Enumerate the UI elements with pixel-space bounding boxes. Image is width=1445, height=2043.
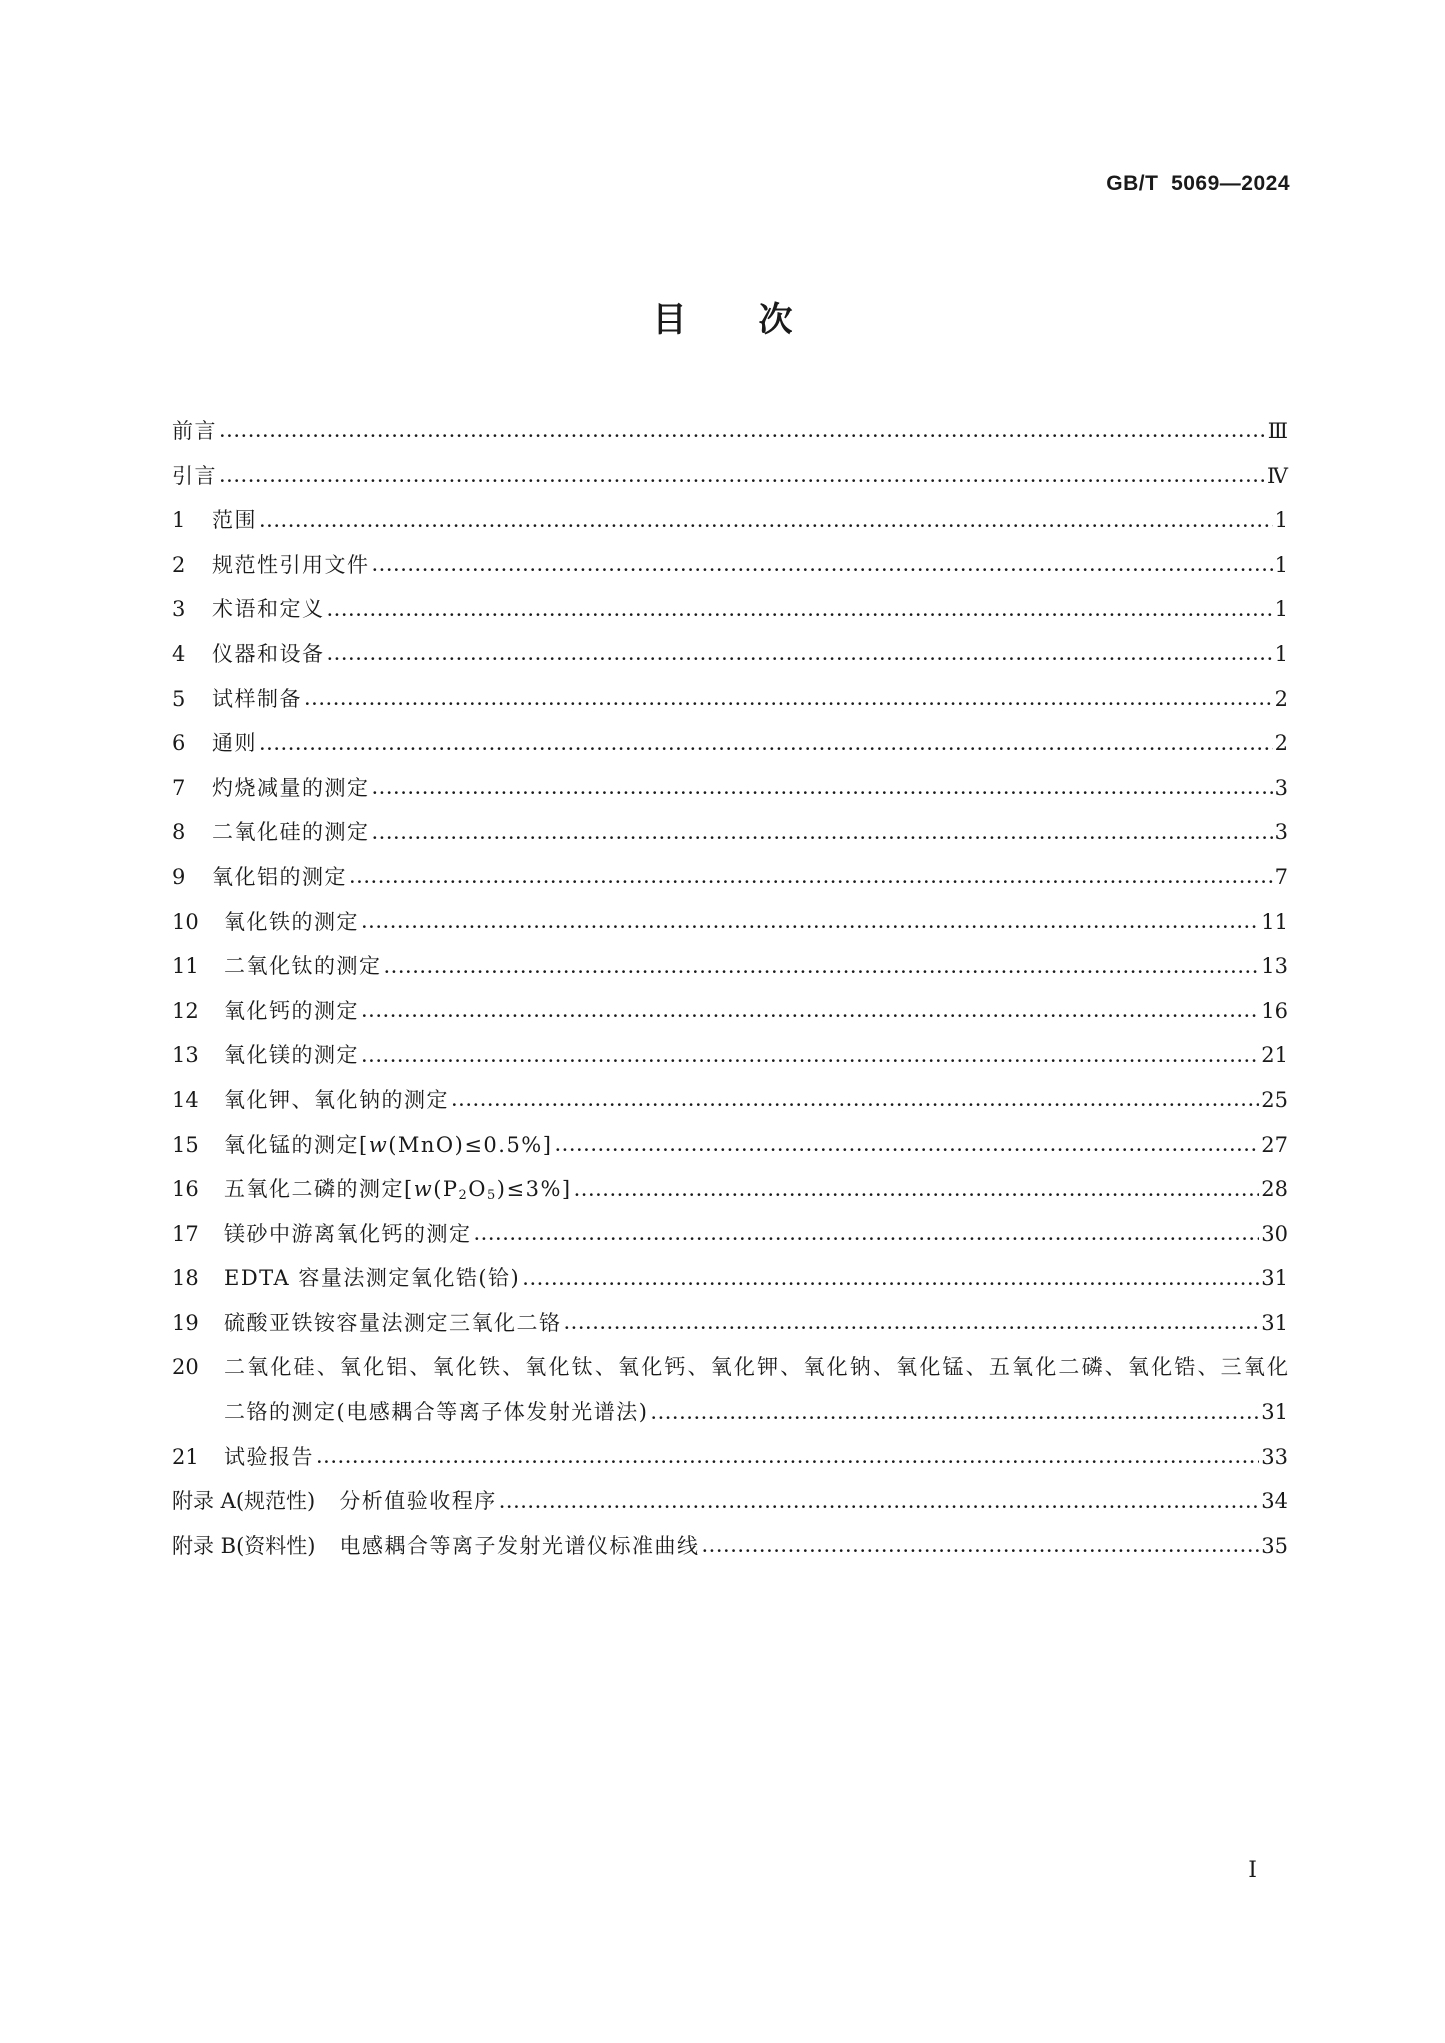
- toc-entry-13[interactable]: [172, 1033, 1288, 1078]
- toc-entry-page: 27: [1261, 1132, 1288, 1157]
- dot-leader: [316, 1443, 1259, 1464]
- toc-entry-6[interactable]: [172, 721, 1288, 766]
- toc-entry-label: 术语和定义: [212, 597, 325, 622]
- toc-entry-11[interactable]: [172, 944, 1288, 989]
- dot-leader: [349, 863, 1273, 884]
- page-number: I: [1248, 1858, 1257, 1883]
- toc-entry-label: 规范性引用文件: [212, 552, 370, 577]
- toc-entry-page: 1: [1274, 641, 1288, 666]
- toc-entry-3[interactable]: [172, 587, 1288, 632]
- dot-leader: [259, 506, 1273, 527]
- toc-entry-number: 16: [172, 1177, 199, 1202]
- toc-entry-number: 11: [172, 954, 199, 979]
- toc-entry-page: 16: [1261, 998, 1288, 1023]
- toc-entry-page: 1: [1274, 508, 1288, 533]
- toc-entry-16[interactable]: [172, 1167, 1288, 1212]
- toc-entry-label: 氧化铝的测定: [212, 864, 347, 889]
- toc-entry-number: 18: [172, 1266, 199, 1291]
- toc-entry-number: 4: [172, 641, 186, 666]
- dot-leader: [219, 462, 1265, 483]
- toc-entry-1[interactable]: [172, 498, 1288, 543]
- toc-entry-8[interactable]: [172, 810, 1288, 855]
- dot-leader: [361, 908, 1259, 929]
- dot-leader: [564, 1309, 1260, 1330]
- dot-leader: [372, 551, 1273, 572]
- toc-entry-number: 3: [172, 597, 186, 622]
- toc-entry-label: 二氧化硅的测定: [212, 820, 370, 845]
- toc-entry-page: 1: [1274, 597, 1288, 622]
- toc-entry-9[interactable]: [172, 855, 1288, 900]
- toc-entry-label: EDTA 容量法测定氧化锆(铪): [224, 1266, 521, 1291]
- toc-entry-page: 28: [1261, 1177, 1288, 1202]
- dot-leader: [554, 1131, 1259, 1152]
- toc-entry-label: 引言: [172, 463, 217, 488]
- toc-entry-page: 31: [1261, 1400, 1288, 1425]
- dot-leader: [372, 818, 1273, 839]
- toc-entry-5[interactable]: [172, 677, 1288, 722]
- toc-entry-page: 31: [1261, 1310, 1288, 1335]
- toc-entry-label: 氧化钙的测定: [224, 998, 359, 1023]
- toc-entry-number: 12: [172, 998, 199, 1023]
- dot-leader: [451, 1086, 1259, 1107]
- dot-leader: [474, 1220, 1260, 1241]
- toc-entry-page: 3: [1274, 775, 1288, 800]
- dot-leader: [372, 774, 1273, 795]
- toc-entry-number: 21: [172, 1444, 199, 1469]
- toc-entry-page: 25: [1261, 1087, 1288, 1112]
- dot-leader: [499, 1487, 1260, 1508]
- toc-entry-17[interactable]: [172, 1212, 1288, 1257]
- toc-entry-number: 7: [172, 775, 186, 800]
- toc-entry-4[interactable]: [172, 632, 1288, 677]
- toc-entry-annex-a[interactable]: [172, 1479, 1288, 1524]
- toc-entry-21[interactable]: [172, 1435, 1288, 1480]
- dot-leader: [259, 729, 1273, 750]
- toc-entry-number: 9: [172, 864, 186, 889]
- toc-entry-label: 氧化钾、氧化钠的测定: [224, 1087, 449, 1112]
- toc-entry-number: 20: [172, 1355, 199, 1380]
- toc-entry-page: 21: [1261, 1043, 1288, 1068]
- toc-entry-page: 2: [1274, 731, 1288, 756]
- toc-entry-number: 14: [172, 1087, 199, 1112]
- toc-entry-page: 2: [1274, 686, 1288, 711]
- toc-entry-label: 氧化镁的测定: [224, 1043, 359, 1068]
- dot-leader: [219, 417, 1266, 438]
- dot-leader: [384, 952, 1260, 973]
- toc-title: 目次: [652, 300, 865, 340]
- dot-leader: [361, 1041, 1259, 1062]
- toc-entry-19[interactable]: [172, 1301, 1288, 1346]
- toc-entry-label: 硫酸亚铁铵容量法测定三氧化二铬: [224, 1310, 562, 1335]
- toc-entry-number: 1: [172, 508, 186, 533]
- toc-entry-label: 前言: [172, 419, 217, 443]
- toc-entry-7[interactable]: [172, 766, 1288, 811]
- toc-entry-annex-b[interactable]: [172, 1524, 1288, 1569]
- toc-entry-label: 五氧化二磷的测定$[w(P_2O_5)\le 3\%]$: [224, 1177, 572, 1204]
- toc-entry-10[interactable]: [172, 900, 1288, 945]
- toc-entry-number: 附录 A(规范性): [172, 1489, 316, 1514]
- toc-entry-label: 试样制备: [212, 686, 302, 711]
- dot-leader: [522, 1264, 1259, 1285]
- toc-entry-page: Ⅳ: [1267, 463, 1288, 488]
- toc-entry-number: 2: [172, 552, 186, 577]
- toc-entry-18[interactable]: [172, 1256, 1288, 1301]
- toc-entry-page: 33: [1261, 1444, 1288, 1469]
- toc-entry-page: 3: [1274, 820, 1288, 845]
- toc-entry-number: 13: [172, 1043, 199, 1068]
- toc-entry-label: 氧化锰的测定[w(MnO)≤0.5%]: [224, 1132, 553, 1157]
- dot-leader: [361, 997, 1259, 1018]
- toc-entry-page: 11: [1261, 909, 1288, 934]
- toc-entry-introduction[interactable]: [172, 454, 1288, 499]
- toc-entry-number: 8: [172, 820, 186, 845]
- toc-entry-label: 灼烧减量的测定: [212, 775, 370, 800]
- toc-entry-number: 5: [172, 686, 186, 711]
- toc-entry-label: 分析值验收程序: [339, 1489, 497, 1514]
- toc-entry-page: 34: [1261, 1489, 1288, 1514]
- toc-entry-label: 二铬的测定(电感耦合等离子体发射光谱法): [224, 1400, 649, 1425]
- toc-entry-page: Ⅲ: [1267, 419, 1288, 443]
- toc-entry-foreword[interactable]: [172, 409, 1288, 454]
- dot-leader: [702, 1532, 1260, 1553]
- toc-entry-number: 17: [172, 1221, 199, 1246]
- toc-entry-label: 试验报告: [224, 1444, 314, 1469]
- toc-entry-14[interactable]: [172, 1078, 1288, 1123]
- toc-entry-label: 通则: [212, 731, 257, 756]
- toc-entry-page: 30: [1261, 1221, 1288, 1246]
- toc-entry-page: 31: [1261, 1266, 1288, 1291]
- toc-entry-number: 6: [172, 731, 186, 756]
- toc-entry-20-continued[interactable]: [172, 1390, 1288, 1435]
- toc-entry-page: 35: [1261, 1533, 1288, 1558]
- dot-leader: [304, 685, 1273, 706]
- toc-entry-number: 附录 B(资料性): [172, 1533, 316, 1558]
- toc-entry-15[interactable]: [172, 1123, 1288, 1168]
- toc-entry-page: 1: [1274, 552, 1288, 577]
- toc-entry-12[interactable]: [172, 989, 1288, 1034]
- toc-entry-page: 7: [1274, 864, 1288, 889]
- toc-entry-label: 仪器和设备: [212, 641, 325, 666]
- dot-leader: [574, 1175, 1260, 1196]
- toc-entry-label: 二氧化钛的测定: [224, 954, 382, 979]
- toc-entry-label: 电感耦合等离子发射光谱仪标准曲线: [339, 1533, 700, 1558]
- toc-entry-label: 氧化铁的测定: [224, 909, 359, 934]
- dot-leader: [650, 1398, 1259, 1419]
- toc-entry-20[interactable]: [172, 1345, 1288, 1390]
- toc-entry-label: 二氧化硅、氧化铝、氧化铁、氧化钛、氧化钙、氧化钾、氧化钠、氧化锰、五氧化二磷、氧化锆、三氧化: [224, 1355, 1288, 1380]
- dot-leader: [327, 640, 1273, 661]
- toc-entry-label: 镁砂中游离氧化钙的测定: [224, 1221, 472, 1246]
- toc-entry-number: 19: [172, 1310, 199, 1335]
- toc-entry-page: 13: [1261, 954, 1288, 979]
- standard-code: GB/T 5069—2024: [1106, 172, 1290, 195]
- toc-entry-label: 范围: [212, 508, 257, 533]
- toc-entry-2[interactable]: [172, 543, 1288, 588]
- toc-entry-number: 10: [172, 909, 199, 934]
- dot-leader: [327, 595, 1273, 616]
- table-of-contents: [172, 409, 1288, 1568]
- toc-entry-number: 15: [172, 1132, 199, 1157]
